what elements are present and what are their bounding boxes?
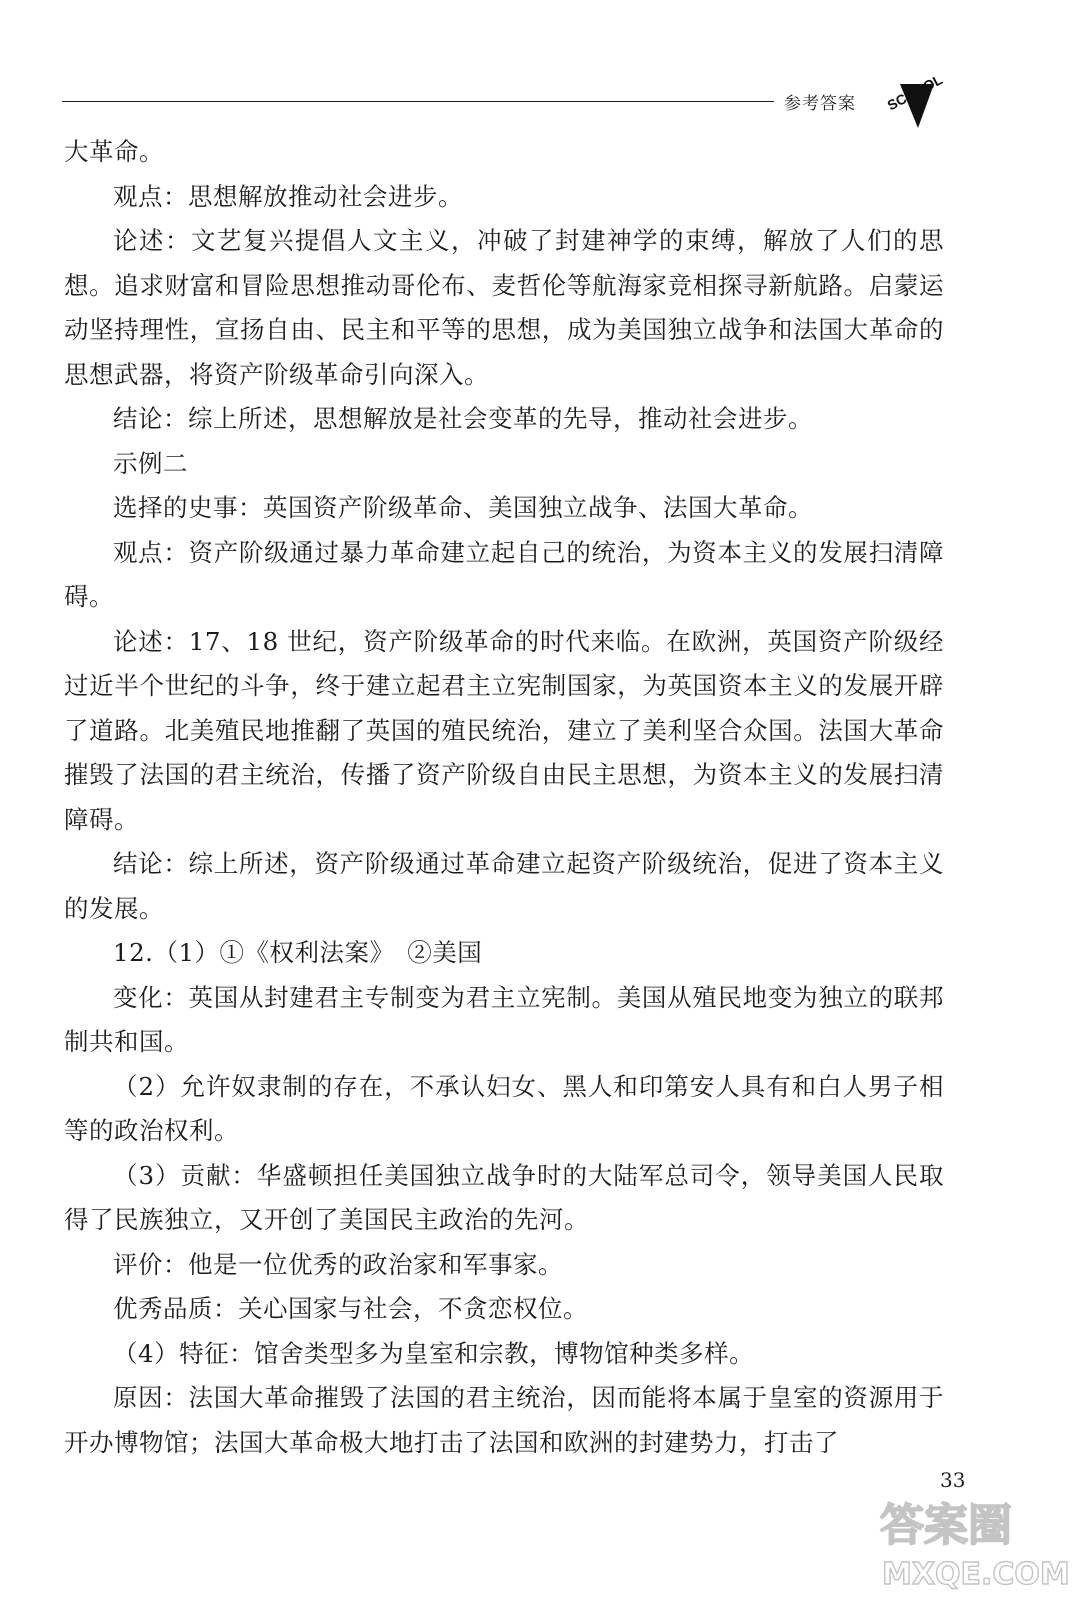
answer-content [64,130,944,1465]
paragraph: 12.（1）①《权利法案》 ②美国 [113,938,483,967]
paragraph: 结论：综上所述，资产阶级通过革命建立起资产阶级统治，促进了资本主义的发展。 [64,849,944,923]
paragraph: 变化：英国从封建君主专制变为君主立宪制。美国从殖民地变为独立的联邦制共和国。 [64,982,944,1056]
paragraph: （3）贡献：华盛顿担任美国独立战争时的大陆军总司令，领导美国人民取得了民族独立，又开创了美国民主政治的先河。 [64,1160,944,1234]
paragraph: （4）特征：馆舍类型多为皇室和宗教，博物馆种类多样。 [113,1338,755,1368]
header-rule [62,101,774,102]
page-number: 33 [940,1468,966,1492]
paragraph: 原因：法国大革命摧毁了法国的君主统治，因而能将本属于皇室的资源用于开办博物馆；法国大革命极大地打击了法国和欧洲的封建势力，打击了 [64,1383,944,1457]
paragraph: 结论：综上所述，思想解放是社会变革的先导，推动社会进步。 [113,404,813,433]
paragraph: 大革命。 [64,137,164,166]
school-logo-text: SCHOOL [884,71,945,114]
paragraph: 选择的史事：英国资产阶级革命、美国独立战争、法国大革命。 [113,493,813,522]
paragraph: 优秀品质：关心国家与社会，不贪恋权位。 [113,1294,588,1323]
paragraph: 论述：17、18 世纪，资产阶级革命的时代来临。在欧洲，英国资产阶级经过近半个世纪的斗争，终于建立起君主立宪制国家，为英国资本主义的发展开辟了道路。北美殖民地推翻了英国的殖民统治，建立了美利坚合众国。法国大革命摧毁了法国的君主统治，传播了资产阶级自由民主思想，为资本主义的发展扫清障碍。 [64,626,944,834]
header-label: 参考答案 [784,94,856,114]
watermark-top: 答案圈 [880,1500,1012,1551]
watermark-bottom: MXQE.COM [882,1557,1070,1592]
paragraph: 评价：他是一位优秀的政治家和军事家。 [113,1249,563,1279]
school-logo [870,66,966,136]
paragraph: 示例二 [113,448,188,478]
watermark [860,1472,1070,1600]
paragraph: 观点：思想解放推动社会进步。 [113,181,463,211]
paragraph: 观点：资产阶级通过暴力革命建立起自己的统治，为资本主义的发展扫清障碍。 [64,537,944,611]
paragraph: （2）允许奴隶制的存在，不承认妇女、黑人和印第安人具有和白人男子相等的政治权利。 [64,1071,944,1145]
paragraph: 论述：文艺复兴提倡人文主义，冲破了封建神学的束缚，解放了人们的思想。追求财富和冒险思想推动哥伦布、麦哲伦等航海家竞相探寻新航路。启蒙运动坚持理性，宣扬自由、民主和平等的思想，成为美国独立战争和法国大革命的思想武器，将资产阶级革命引向深入。 [64,226,944,389]
